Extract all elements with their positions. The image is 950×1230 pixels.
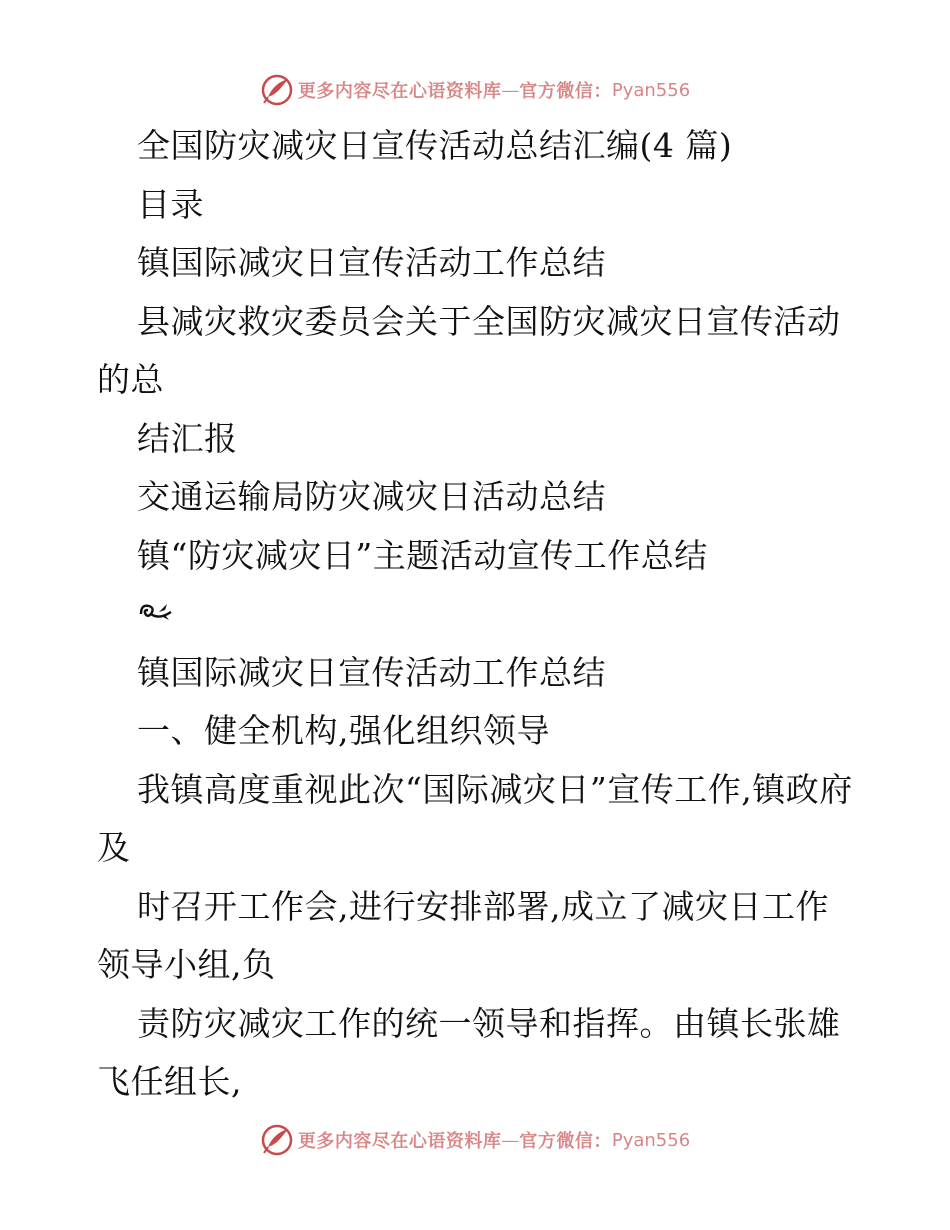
- wechat-label: 官方微信：: [519, 1131, 612, 1152]
- toc-item: 交通运输局防灾减灾日活动总结: [137, 477, 606, 516]
- quill-logo-icon: [260, 73, 294, 107]
- header-banner: [0, 70, 950, 110]
- section-divider: [97, 585, 857, 644]
- fleuron-icon: [137, 600, 175, 628]
- document-body: [97, 117, 857, 1112]
- wechat-id: Pyan556: [611, 79, 691, 101]
- section-heading: 一、健全机构,强化组织领导: [137, 711, 550, 750]
- body-paragraph: 我镇高度重视此次“国际减灾日”宣传工作,镇政府及: [97, 769, 853, 867]
- document-title: 全国防灾减灾日宣传活动总结汇编(4 篇): [137, 126, 733, 165]
- toc-item: 结汇报: [137, 418, 238, 458]
- body-paragraph: 责防灾减灾工作的统一领导和指挥。由镇长张雄飞任组长,: [97, 1003, 841, 1101]
- body-paragraph: 时召开工作会,进行安排部署,成立了减灾日工作领导小组,负: [97, 886, 829, 984]
- quill-logo-icon: [260, 1123, 294, 1157]
- site-text: 更多内容尽在心语资料库: [297, 81, 502, 102]
- banner-separator: —: [501, 79, 520, 101]
- toc-heading: 目录: [137, 184, 204, 224]
- toc-item: 镇“防灾减灾日”主题活动宣传工作总结: [137, 535, 708, 575]
- section-title: 镇国际减灾日宣传活动工作总结: [137, 652, 606, 692]
- site-text: 更多内容尽在心语资料库: [297, 1131, 502, 1152]
- banner-separator: —: [501, 1129, 520, 1151]
- toc-item: 县减灾救灾委员会关于全国防灾减灾日宣传活动的总: [97, 301, 841, 399]
- footer-banner: [0, 1120, 950, 1160]
- wechat-id: Pyan556: [611, 1129, 691, 1151]
- wechat-label: 官方微信：: [519, 81, 612, 102]
- toc-item: 镇国际减灾日宣传活动工作总结: [137, 243, 606, 282]
